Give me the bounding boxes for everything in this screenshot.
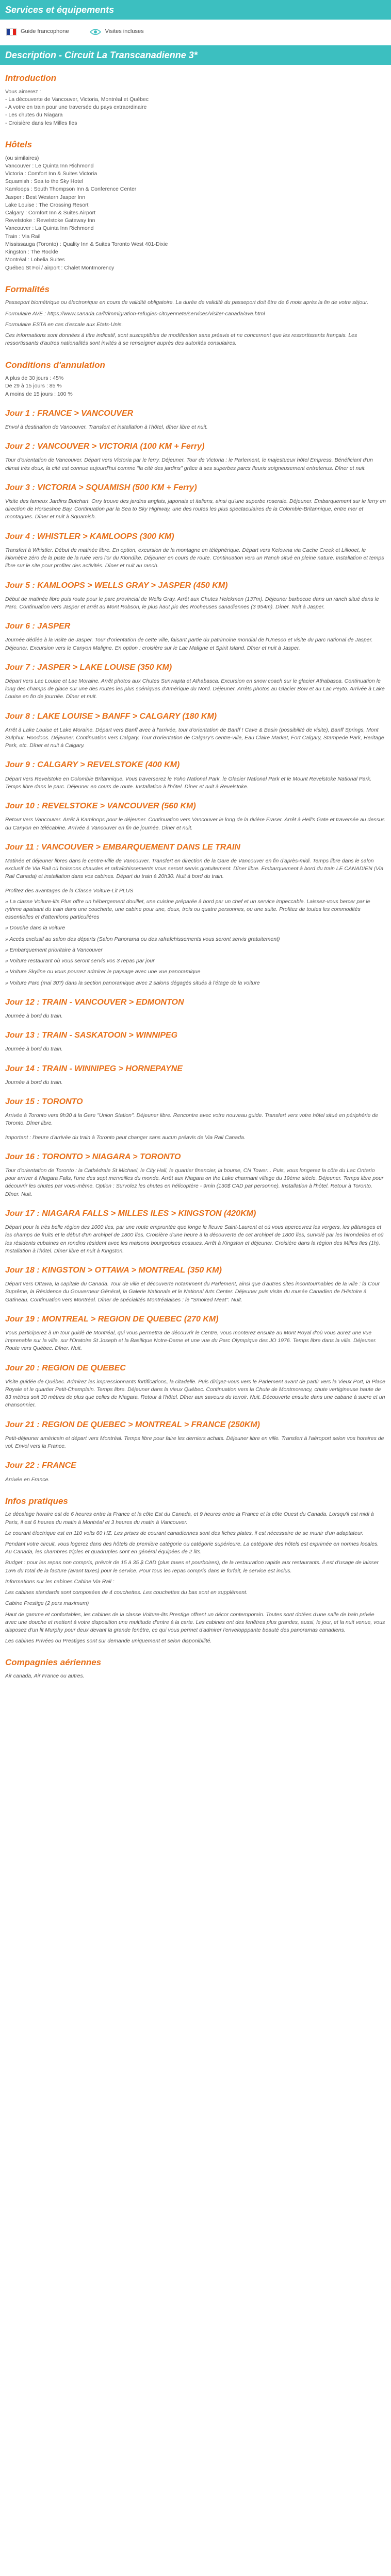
day-title: Jour 22 : FRANCE — [5, 1461, 76, 1470]
text-line: Québec St Foi / airport : Chalet Montmorency — [5, 264, 115, 271]
paragraph: Visite des fameux Jardins Butchart. Orry trouve des jardins anglais, japonais et italiens, ainsi qu'une superbe roseraie. Déjeuner. Embarquement sur le ferry en direction de Horseshoe Bay. Continuation par la Sea to Sky Highway, une des routes les plus spectaculaires de la Colombie-Britannique, entre mer et montagnes. Dîner et nuit à Squamish. — [5, 498, 386, 520]
day-title: Jour 3 : VICTORIA > SQUAMISH (500 KM + Ferry) — [5, 483, 197, 492]
day-description — [5, 677, 386, 701]
paragraph: Important : l'heure d'arrivée du train à Toronto peut changer sans aucun préavis de Via Rail Canada. — [5, 1134, 246, 1141]
paragraph: » Voiture Parc (mai 30?) dans la section panoramique avec 2 salons dégagés situés à l'étage de la voiture — [5, 979, 260, 986]
eye-icon — [90, 28, 101, 36]
text-line: (ou similaires) — [5, 155, 39, 161]
paragraph: Les cabines Privées ou Prestiges sont sur demande uniquement et selon disponibilité. — [5, 1638, 212, 1645]
day-title: Jour 4 : WHISTLER > KAMLOOPS (300 KM) — [5, 532, 174, 541]
text-line: Train : Via Rail — [5, 233, 41, 240]
paragraph: Le courant électrique est en 110 volts 60 HZ. Les prises de courant canadiennes sont des fiches plates, il est nécessaire de se munir d'un adaptateur. — [5, 1530, 364, 1536]
day-description — [5, 1378, 386, 1410]
text-line: Victoria : Comfort Inn & Suites Victoria — [5, 170, 97, 177]
services-list — [0, 20, 391, 45]
day-title: Jour 21 : REGION DE QUEBEC > MONTREAL > FRANCE (250KM) — [5, 1420, 260, 1429]
day-title: Jour 20 : REGION DE QUEBEC — [5, 1363, 126, 1372]
text-line: - La découverte de Vancouver, Victoria, Montréal et Québec — [5, 96, 149, 103]
paragraph: Journée à bord du train. — [5, 1079, 63, 1086]
paragraph: » La classe Voiture-lits Plus offre un hébergement douillet, une cuisine préparée à bord par un chef et un service impeccable. Laissez-vous bercer par le rythme apaisant du train dans une couchette, une cabine pour une, deux, trois ou quatre personnes, ou une suite. Profitez de toutes les commodités essentielles et d'attentions particulières — [5, 898, 370, 921]
paragraph: Départ vers Revelstoke en Colombie Britannique. Vous traverserez le Yoho National Park, le Glacier National Park et le Mount Revelstoke National Park. Temps libre dans le parc. Déjeuner en cours de route. Installation à l'hôtel. Dîner et nuit à Revelstoke. — [5, 775, 372, 790]
paragraph: » Douche dans la voiture — [5, 925, 66, 931]
paragraph: » Voiture Skyline ou vous pourrez admirer le paysage avec une vue panoramique — [5, 969, 201, 975]
day-description — [5, 1112, 386, 1142]
paragraph: Départ vers Lac Louise et Lac Moraine. Arrêt photos aux Chutes Sunwapta et Athabasca. Excursion en snow coach sur le glacier Athabasca. Continuation le long des champs de glace sur une des routes les plus scéniques d'Amérique du Nord. Déjeuner. Arrêts photos au Glacier Bow et au Lac Peyto. Arrivée à Lake Louise en fin de journée. Dîner et nuit. — [5, 677, 385, 700]
day-description — [5, 547, 386, 570]
day-description — [5, 1435, 386, 1450]
day-title: Jour 6 : JASPER — [5, 622, 71, 631]
day-title: Jour 5 : KAMLOOPS > WELLS GRAY > JASPER (450 KM) — [5, 581, 228, 590]
paragraph: Pendant votre circuit, vous logerez dans des hôtels de première catégorie ou catégorie supérieure. La catégorie des hôtels est exprimée en normes locales. Au Canada, les chambres triples et quadruples sont en général équipées de 2 lits. — [5, 1541, 379, 1555]
text-line: Kingston : The Rockle — [5, 249, 58, 256]
day-description — [5, 816, 386, 832]
day-title: Jour 14 : TRAIN - WINNIPEG > HORNEPAYNE — [5, 1064, 183, 1073]
annulation-lines — [5, 375, 386, 398]
paragraph: Journée à bord du train. — [5, 1012, 63, 1019]
paragraph: Informations sur les cabines Cabine Via Rail : — [5, 1578, 115, 1585]
annulation-title: Conditions d'annulation — [5, 360, 105, 370]
day-title: Jour 7 : JASPER > LAKE LOUISE (350 KM) — [5, 663, 172, 672]
introduction-lines — [5, 88, 386, 127]
day-description — [5, 775, 386, 791]
day-description — [5, 857, 386, 987]
paragraph: Les cabines standards sont composées de 4 couchettes. Les couchettes du bas sont en supplément. — [5, 1589, 248, 1596]
paragraph: Profitez des avantages de la Classe Voiture-Lit PLUS — [5, 887, 134, 894]
paragraph: Formulaire ESTA en cas d'escale aux Etats-Unis. — [5, 321, 123, 328]
paragraph: Petit-déjeuner américain et départ vers Montréal. Temps libre pour faire les derniers achats. Déjeuner libre en ville. Transfert à l'aéroport selon vos horaires de vol. Envol vers la France. — [5, 1435, 384, 1450]
day-title: Jour 13 : TRAIN - SASKATOON > WINNIPEG — [5, 1031, 178, 1040]
day-description — [5, 1079, 386, 1087]
services-header: Services et équipements — [0, 0, 391, 20]
text-line: Revelstoke : Revelstoke Gateway Inn — [5, 217, 95, 224]
service-guide — [6, 28, 69, 36]
paragraph: Le décalage horaire est de 6 heures entre la France et la côte Est du Canada, et 9 heures entre la France et la côte Ouest du Canada. Lorsqu'il est midi à Paris, il est 6 heures du matin à Montréal et 3 heures du matin à Vancouver. — [5, 1511, 374, 1526]
text-line: De 29 à 15 jours : 85 % — [5, 383, 62, 389]
text-line: Vancouver : Le Quinta Inn Richmond — [5, 162, 94, 169]
text-line: A moins de 15 jours : 100 % — [5, 391, 73, 397]
formalites-title: Formalités — [5, 284, 50, 294]
text-line: Vous aimerez : — [5, 88, 41, 95]
day-title: Jour 15 : TORONTO — [5, 1097, 83, 1106]
day-description — [5, 636, 386, 652]
paragraph: Formulaire AVE : https://www.canada.ca/fr/immigration-refugies-citoyennete/services/visiter-canada/ave.html — [5, 310, 265, 317]
day-title: Jour 17 : NIAGARA FALLS > MILLES ILES > KINGSTON (420KM) — [5, 1209, 256, 1218]
paragraph: Matinée et déjeuner libres dans le centre-ville de Vancouver. Transfert en direction de la Gare de Vancouver en fin d'après-midi. Temps libre dans le salon exclusif de Via Rail où boissons chaudes et rafraîchissements vous seront servis gratuitement. Dîner libre. Embarquement à bord du train LE CANADIEN (Via Rail Canada) et installation dans vos cabines. Départ du train à 20h30. Nuit à bord du train. — [5, 857, 384, 880]
day-title: Jour 19 : MONTREAL > REGION DE QUEBEC (270 KM) — [5, 1314, 219, 1324]
paragraph: Air canada, Air France ou autres. — [5, 1673, 85, 1680]
content — [0, 72, 391, 1680]
day-description — [5, 423, 386, 431]
day-description — [5, 498, 386, 521]
day-description — [5, 1329, 386, 1353]
day-description — [5, 456, 386, 472]
day-description — [5, 1045, 386, 1053]
hotels-lines — [5, 155, 386, 272]
text-line: Calgary : Comfort Inn & Suites Airport — [5, 210, 96, 216]
day-title: Jour 8 : LAKE LOUISE > BANFF > CALGARY (180 KM) — [5, 711, 217, 721]
text-line: Vancouver : La Quinta Inn Richmond — [5, 225, 94, 232]
day-description — [5, 726, 386, 750]
paragraph: Cabine Prestige (2 pers maximum) — [5, 1600, 89, 1607]
text-line: - A votre en train pour une traversée du pays extraordinaire — [5, 104, 147, 111]
day-title: Jour 9 : CALGARY > REVELSTOKE (400 KM) — [5, 760, 180, 770]
day-description — [5, 596, 386, 611]
paragraph: Budget : pour les repas non compris, prévoir de 15 à 35 $ CAD (plus taxes et pourboires), de la restauration rapide aux restaurants. Il est d'usage de laisser 15% du total de la facture (avant taxes) pour le service. Pour tous les repas compris dans le forfait, le service est inclus. — [5, 1560, 379, 1574]
text-line: Squamish : Sea to the Sky Hotel — [5, 178, 84, 185]
day-title: Jour 12 : TRAIN - VANCOUVER > EDMONTON — [5, 997, 184, 1007]
day-title: Jour 11 : VANCOUVER > EMBARQUEMENT DANS LE TRAIN — [5, 842, 240, 852]
paragraph: Départ vers Ottawa, la capitale du Canada. Tour de ville et découverte notamment du Parlement, ainsi que d'autres sites incontournables de la ville : la Cour Suprême, la Résidence du Gouverneur Général, la Galerie Nationale et le National Arts Center. Déjeuner puis visite du musée Canadien de l'Histoire à Gatineau. Continuation vers Montréal. Dîner de spécialités Montréalaises : le "Smoked Meat". Nuit. — [5, 1281, 380, 1303]
compagnies-title: Compagnies aériennes — [5, 1657, 102, 1668]
day-title: Jour 1 : FRANCE > VANCOUVER — [5, 409, 134, 418]
paragraph: Arrivée en France. — [5, 1476, 50, 1483]
day-description — [5, 1224, 386, 1255]
infos-pratiques-text — [5, 1511, 386, 1645]
paragraph: » Accès exclusif au salon des départs (Salon Panorama ou des rafraîchissements vous seront servis gratuitement) — [5, 936, 280, 942]
service-visites — [90, 28, 144, 36]
paragraph: Arrivée à Toronto vers 9h30 à la Gare "Union Station". Déjeuner libre. Rencontre avec votre nouveau guide. Transfert vers votre hôtel situé en périphérie de Toronto. Dîner libre. — [5, 1112, 379, 1127]
text-line: Montréal : Lobelia Suites — [5, 257, 65, 263]
text-line: Jasper : Best Western Jasper Inn — [5, 194, 86, 200]
description-header: Description - Circuit La Transcanadienne 3* — [0, 45, 391, 65]
paragraph: Visite guidée de Québec. Admirez les impressionnants fortifications, la citadelle. Puis dirigez-vous vers le Parlement avant de partir vers la Vieux Port, la Place Royale et le quartier Petit-Champlain. Temps libre. Déjeuner dans la vieux Québec. Continuation vers la Chute de Montmorency, chute vertigineuse haute de 83 mètres soit 30 mètres de plus que celles de Niagara. Retour à l'hôtel. Dîner aux saveurs du terroir. Nuit. Découverte ensuite dans une cabane à sucre et un chansonnier. — [5, 1378, 385, 1409]
hotels-title: Hôtels — [5, 139, 32, 149]
paragraph: Retour vers Vancouver. Arrêt à Kamloops pour le déjeuner. Continuation vers Vancouver le long de la rivière Fraser. Arrêt à Hell's Gate et traversée au dessus du Canyon en télécabine. Arrivée à Vancouver en fin de journée. Dîner et nuit. — [5, 817, 385, 831]
day-title: Jour 16 : TORONTO > NIAGARA > TORONTO — [5, 1152, 181, 1161]
formalites-text — [5, 299, 386, 347]
paragraph: Tour d'orientation de Vancouver. Départ vers Victoria par le ferry. Déjeuner. Tour de Victoria : le Parlement, le majestueux hôtel Empress. Bénéficiant d'un climat très doux, la cité est connue aujourd'hui comme "la cité des jardins" grâce à ses superbes parcs fleuris soigneusement entretenus. Dîner et nuit. — [5, 457, 373, 471]
introduction-title: Introduction — [5, 73, 57, 83]
day-description — [5, 1167, 386, 1198]
infos-pratiques-title: Infos pratiques — [5, 1496, 68, 1506]
paragraph: Passeport biométrique ou électronique en cours de validité obligatoire. La durée de validité du passeport doit être de 6 mois après la fin de votre séjour. — [5, 299, 369, 306]
text-line: A plus de 30 jours : 45% — [5, 375, 64, 382]
service-guide-label: Guide francophone — [21, 28, 69, 35]
text-line: - Les chutes du Niagara — [5, 112, 63, 118]
paragraph: Départ pour la très belle région des 1000 Iles, par une route empruntée que longe le fleuve Saint-Laurent et où vous apercevrez les vergers, les pâturages et les champs de fruits et le début d'un archipel de 1800 îles. Croisière d'une heure à la découverte de cet archipel de 1800 îles, survolé par les hirondelles et où les résidents cubaines en rondins résident avec les maisons bourgeoises cossues. Arrêt à Kingston et déjeuner. Croisière dans la région des Milles Iles (1h). Installation à l'hôtel. Dîner libre et nuit à Kingston. — [5, 1224, 384, 1254]
text-line: Mississauga (Toronto) : Quality Inn & Suites Toronto West 401-Dixie — [5, 241, 168, 247]
paragraph: Journée dédiée à la visite de Jasper. Tour d'orientation de cette ville, faisant partie du patrimoine mondial de l'Unesco et visite du parc national de Jasper. Déjeuner. Excursion vers le Canyon Maligne. En option : croisière sur le Lac Maligne et Spirit Island. Dîner et nuit à Jasper. — [5, 637, 373, 651]
paragraph: Ces informations sont données à titre indicatif, sont susceptibles de modification sans préavis et ne concernent que les ressortissants français. Les ressortissants d'autres nationalités sont invités à se renseigner auprès des autorités consulaires. — [5, 332, 357, 347]
day-title: Jour 2 : VANCOUVER > VICTORIA (100 KM + Ferry) — [5, 442, 205, 451]
paragraph: Arrêt à Lake Louise et Lake Moraine. Départ vers Banff avec à l'arrivée, tour d'orientation de Banff ! Cave & Basin (possibilité de visite), Banff Springs, Mont Sulphur, Hoodoos. Déjeuner. Continuation vers Calgary. Tour d'orientation de Calgary's centre-ville, Eau Claire Market, Fort Calgary, Stampede Park, Heritage Park, etc. Dîner et nuit à Calgary. — [5, 726, 384, 749]
paragraph: Transfert à Whistler. Début de matinée libre. En option, excursion de la montagne en téléphérique. Départ vers Kelowna via Cache Creek et Lillooet, le kilomètre zéro de la piste de la ruée vers l'or du Klondike. Déjeuner en cours de route. Continuation vers un Ranch situé en pleine nature. Installation et temps libre sur le site pour profiter des activités. Dîner et nuit au ranch. — [5, 547, 384, 569]
paragraph: » Embarquement prioritaire à Vancouver — [5, 946, 103, 953]
day-description — [5, 1476, 386, 1484]
paragraph: Haut de gamme et confortables, les cabines de la classe Voiture-lits Prestige offrent un décor contemporain. Toutes sont dotées d'une salle de bain privée avec une douche et mettent à votre disposition une multitude d'entre à la carte. Les cabines ont des fenêtres plus grandes, aussi, le jour, et la nuit venue, vous disposez d'un lit Murphy pour deux devant la grande fenêtre, ce qui vous permet d'admirer l'envelopppante beauté des panoramas canadiens. — [5, 1611, 385, 1633]
service-visites-label: Visites incluses — [105, 28, 144, 35]
french-flag-icon — [6, 28, 17, 36]
day-title: Jour 18 : KINGSTON > OTTAWA > MONTREAL (350 KM) — [5, 1265, 222, 1275]
text-line: - Croisière dans les Milles Iles — [5, 120, 77, 126]
paragraph: Journée à bord du train. — [5, 1046, 63, 1053]
text-line: Lake Louise : The Crossing Resort — [5, 201, 89, 208]
day-title: Jour 10 : REVELSTOKE > VANCOUVER (560 KM) — [5, 802, 196, 811]
paragraph: Début de matinée libre puis route pour le parc provincial de Wells Gray. Arrêt aux Chutes Helckmen (137m). Déjeuner barbecue dans un ranch situé dans le Parc. Continuation vers Jasper et arrêt au Mont Robson, le plus haut pic des Rocheuses canadiennes (3 954m). Dîner. Nuit à Jasper. — [5, 596, 379, 610]
paragraph: » Voiture restaurant où vous seront servis vos 3 repas par jour — [5, 958, 155, 964]
paragraph: Tour d'orientation de Toronto : la Cathédrale St Michael, le City Hall, le quartier financier, la bourse, CN Tower... Puis, vous longerez la côte du Lac Ontario pour arriver à Niagara Falls, l'une des sept merveilles du monde. Arrêt aux Niagara on the Lake charmant village du 19ème siècle. Déjeuner. Temps libre pour découvrir les chutes par vous-même. Option : Survolez les chutes en hélicoptère - 9min (130$ CAD par personne). Installation à l'hôtel. Retour à Toronto. Dîner. Nuit. — [5, 1167, 384, 1197]
itinerary-days — [5, 408, 386, 1484]
day-description — [5, 1012, 386, 1020]
paragraph: Envol à destination de Vancouver. Transfert et installation à l'hôtel, dîner libre et nuit. — [5, 424, 208, 430]
text-line: Kamloops : South Thompson Inn & Conference Center — [5, 186, 137, 193]
day-description — [5, 1280, 386, 1304]
paragraph: Vous participerez à un tour guidé de Montréal, qui vous permettra de découvrir le Centre, vous monterez ensuite au Mont Royal d'où vous aurez une vue imprenable sur la ville, sur l'Oratoire St Joseph et la Basilique Notre-Dame et une vue du Parc Olympique des JO 1976. Temps libre dans la ville. Déjeuner. Route vers Québec. Dîner. Nuit. — [5, 1329, 377, 1352]
compagnies-text — [5, 1672, 386, 1680]
